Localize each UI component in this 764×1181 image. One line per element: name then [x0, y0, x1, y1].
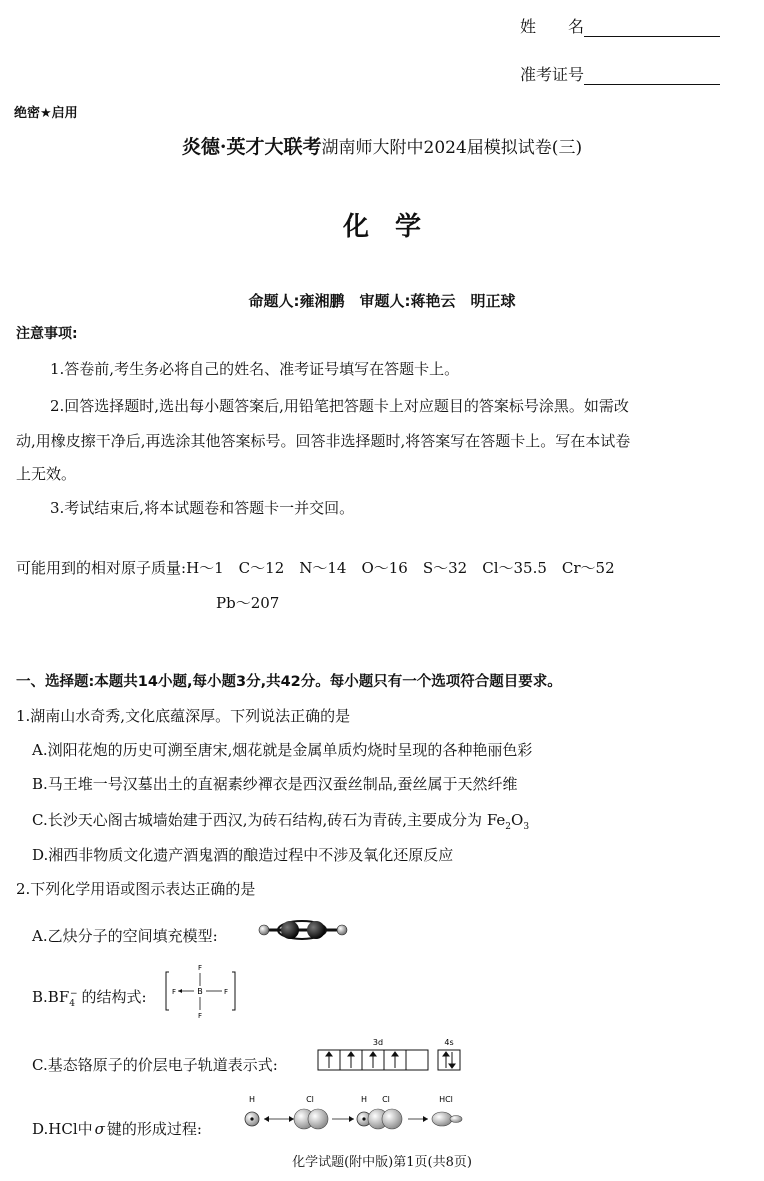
bf4-structural-formula — [164, 962, 238, 1020]
acetylene-space-filling-model — [254, 916, 350, 944]
id-field-row — [520, 62, 720, 85]
q1-option-c-row — [32, 809, 529, 832]
atomic-masses-row — [16, 557, 615, 578]
label-h1: H — [248, 1095, 256, 1104]
q2-option-a: A.乙炔分子的空间填充模型: — [32, 927, 218, 945]
notice-item-2c: 上无效。 — [16, 465, 77, 483]
secret-mark: 绝密★启用 — [14, 106, 78, 121]
notice-title: 注意事项: — [16, 326, 78, 342]
f-atom-bottom: F — [197, 1012, 203, 1020]
id-blank-line — [584, 62, 720, 85]
chromium-orbital-diagram — [316, 1036, 466, 1072]
page-footer: 化学试题(附中版)第1页(共8页) — [292, 1155, 472, 1170]
q1-option-d: D.湘西非物质文化遗产酒鬼酒的酿造过程中不涉及氧化还原反应 — [32, 846, 454, 864]
q2-stem: 2.下列化学用语或图示表达正确的是 — [16, 880, 256, 898]
exam-title: 湖南师大附中2024届模拟试卷(三) — [321, 138, 583, 158]
q1-stem: 1.湖南山水奇秀,文化底蕴深厚。下列说法正确的是 — [16, 707, 351, 725]
q1-option-a: A.浏阳花炮的历史可溯至唐宋,烟花就是金属单质灼烧时呈现的各种艳丽色彩 — [32, 741, 533, 759]
q1-option-b: B.马王堆一号汉墓出土的直裾素纱襌衣是西汉蚕丝制品,蚕丝属于天然纤维 — [32, 775, 518, 793]
exam-title-row — [0, 132, 764, 159]
label-3d: 3d — [372, 1038, 384, 1047]
name-label: 姓 名 — [520, 17, 585, 36]
f-atom-right: F — [224, 988, 229, 996]
notice-item-2b: 动,用橡皮擦干净后,再选涂其他答案标号。回答非选择题时,将答案写在答题卡上。写在本试卷 — [16, 432, 631, 450]
atomic-masses-values-2: Pb～207 — [216, 594, 280, 612]
label-cl2: Cl — [382, 1095, 390, 1104]
q2-option-c: C.基态铬原子的价层电子轨道表示式: — [32, 1056, 278, 1074]
f-atom-left: F — [172, 988, 177, 996]
name-field-row — [520, 14, 720, 37]
q1-option-c-formula: $Fe_2O_3$ — [486, 811, 530, 832]
b-atom: B — [197, 987, 203, 996]
notice-item-1: 1.答卷前,考生务必将自己的姓名、准考证号填写在答题卡上。 — [50, 360, 460, 378]
q2-option-d-row: D.HCl中 σ 键的形成过程: — [32, 1120, 202, 1138]
notice-item-3: 3.考试结束后,将本试题卷和答题卡一并交回。 — [50, 499, 355, 517]
name-blank-line — [584, 14, 720, 37]
exam-brand: 炎德·英才大联考 — [181, 136, 322, 158]
f-atom-top: F — [197, 964, 203, 972]
q2-option-b-row: $B.BF_4^-$ 的结构式: — [32, 988, 147, 1009]
section-1-title: 一、选择题:本题共14小题,每小题3分,共42分。每小题只有一个选项符合题目要求。 — [16, 674, 562, 690]
q1-option-c: C.长沙天心阁古城墙始建于西汉,为砖石结构,砖石为青砖,主要成分为 — [32, 811, 483, 829]
subject-title: 化 学 — [342, 212, 421, 242]
id-label: 准考证号 — [520, 65, 585, 84]
atomic-masses-label: 可能用到的相对原子质量: — [16, 559, 187, 577]
label-h2: H — [360, 1095, 368, 1104]
label-4s: 4s — [444, 1038, 454, 1047]
notice-item-2a: 2.回答选择题时,选出每小题答案后,用铅笔把答题卡上对应题目的答案标号涂黑。如需改 — [50, 397, 629, 415]
authors-line: 命题人:雍湘鹏 审题人:蒋艳云 明正球 — [248, 292, 516, 310]
label-hcl: HCl — [439, 1095, 453, 1104]
label-cl1: Cl — [306, 1095, 314, 1104]
hcl-sigma-bond-formation — [238, 1093, 468, 1133]
atomic-masses-values: H～1 C～12 N～14 O～16 S～32 Cl～35.5 Cr～52 — [186, 559, 615, 577]
